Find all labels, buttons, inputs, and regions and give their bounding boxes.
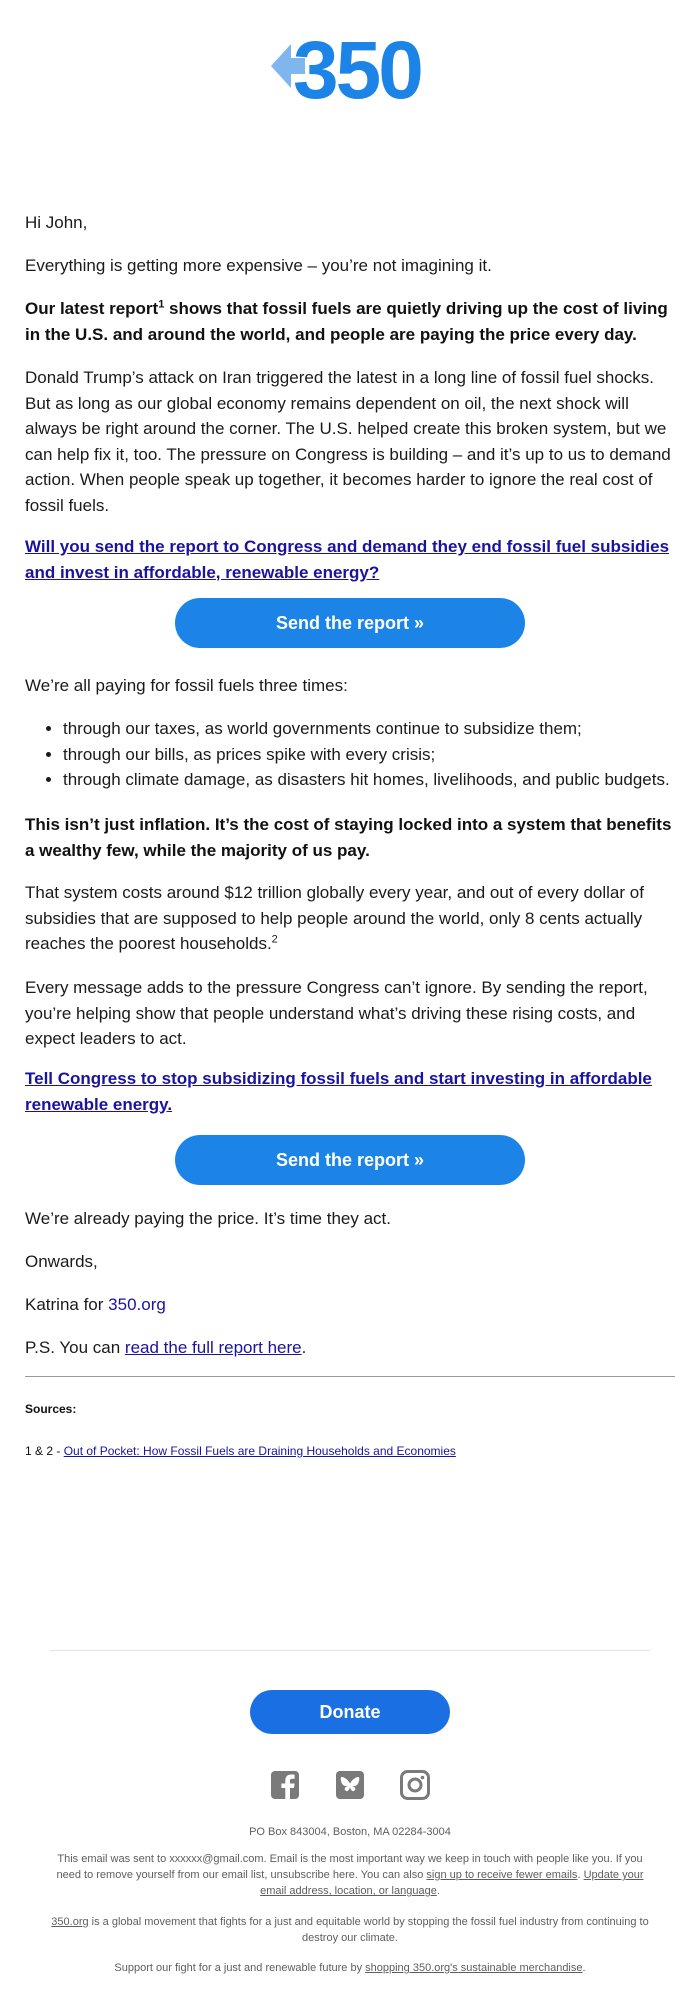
- onwards-text: Onwards,: [25, 1252, 98, 1271]
- bluesky-icon[interactable]: [335, 1770, 365, 1800]
- source-link[interactable]: Out of Pocket: How Fossil Fuels are Draining Households and Economies: [63, 1444, 456, 1458]
- bold-report-a: Our latest report: [25, 299, 159, 318]
- cta-link-1[interactable]: Will you send the report to Congress and demand they end fossil fuel subsidies and invest in affordable, renewable energy?: [25, 537, 670, 582]
- movement-desc: is a global movement that fights for a just and equitable world by stopping the fossil fuel industry from continuing to destroy our climate.: [88, 1916, 649, 1944]
- send-report-button-2[interactable]: Send the report »: [175, 1135, 525, 1185]
- cta-link-2-wrap: [25, 1066, 675, 1117]
- support-desc: Support our fight for a just and renewable future by: [114, 1962, 366, 1974]
- movement-text: [50, 1914, 650, 1946]
- instagram-icon[interactable]: [400, 1770, 430, 1800]
- ps-text: [25, 1335, 675, 1361]
- intro-text: Everything is getting more expensive – you’re not imagining it.: [25, 256, 492, 275]
- source-prefix: 1 & 2 -: [25, 1444, 64, 1458]
- support-end: .: [582, 1962, 586, 1974]
- logo-text: 350: [293, 28, 421, 104]
- bold-report-b: shows that fossil fuels are quietly driving up the cost of living in the U.S. and around the world, and people are paying the price every day.: [25, 299, 668, 344]
- cta-link-2[interactable]: Tell Congress to stop subsidizing fossil fuels and start investing in affordable renewable energy.: [25, 1069, 652, 1114]
- already-text: We’re already paying the price. It’s time they act.: [25, 1209, 391, 1228]
- ps-prefix: P.S. You can: [25, 1338, 125, 1357]
- sent-text: This email was sent to xxxxxx@gmail.com. Email is the most important way we keep in touch with people like you. If you need to remove yourself from our email list, unsubscribe here. You can also: [56, 1853, 643, 1881]
- signature: [25, 1292, 675, 1318]
- sent-end: .: [436, 1885, 440, 1897]
- greeting: Hi John,: [25, 213, 88, 232]
- fewer-emails-link[interactable]: sign up to receive fewer emails: [426, 1869, 578, 1881]
- paying-intro: We’re all paying for fossil fuels three times:: [25, 676, 348, 695]
- list-item: • through our bills, as prices spike with every crisis;: [63, 742, 700, 768]
- signature-link[interactable]: 350.org: [108, 1295, 166, 1314]
- signature-name: Katrina for: [25, 1295, 109, 1314]
- sent-mid: .: [577, 1869, 584, 1881]
- divider: [25, 1376, 675, 1377]
- list-item: • through our taxes, as world governments continue to subsidize them;: [63, 716, 700, 742]
- ps-suffix: .: [301, 1338, 307, 1357]
- system-paragraph: [25, 880, 675, 957]
- merch-link[interactable]: shopping 350.org's sustainable merchandise: [365, 1962, 583, 1974]
- ps-report-link[interactable]: read the full report here: [124, 1338, 302, 1357]
- footer-divider: [50, 1650, 650, 1651]
- sent-notice: [50, 1851, 650, 1899]
- source-line: [25, 1443, 675, 1459]
- bold-inflation-text: This isn’t just inflation. It’s the cost of staying locked into a system that benefits a wealthy few, while the majority of us pay.: [25, 815, 672, 860]
- movement-link[interactable]: 350.org: [51, 1916, 89, 1928]
- trump-paragraph: Donald Trump’s attack on Iran triggered the latest in a long line of fossil fuel shocks. But as long as our global economy remains dependent on oil, the next shock will always be right around the corner. The U.S. helped create this broken system, but we can help fix it, too. The pressure on Congress is building – and it’s up to us to demand action. When people speak up together, it becomes harder to ignore the real cost of fossil fuels.: [25, 368, 671, 515]
- update-preferences-link[interactable]: Update your email address, location, or language: [260, 1869, 644, 1897]
- footnote-2: 2: [271, 933, 278, 946]
- list-item: • through climate damage, as disasters hit homes, livelihoods, and public budgets.: [63, 767, 700, 793]
- support-text: [50, 1960, 650, 1976]
- cta-link-1-wrap: [25, 534, 675, 585]
- facebook-icon[interactable]: [270, 1770, 300, 1800]
- system-text: That system costs around $12 trillion globally every year, and out of every dollar of subsidies that are supposed to help people around the world, only 8 cents actually reaches the poorest households.: [25, 883, 644, 953]
- logo-350: [265, 28, 435, 104]
- send-report-button-1[interactable]: Send the report »: [175, 598, 525, 648]
- footnote-1: 1: [158, 298, 165, 311]
- donate-button[interactable]: Donate: [250, 1690, 450, 1734]
- sources-title: Sources:: [25, 1402, 77, 1416]
- postal-address: PO Box 843004, Boston, MA 02284-3004: [249, 1826, 451, 1838]
- bold-report-text: [25, 296, 675, 347]
- bullet-list: [25, 716, 700, 793]
- message-paragraph: Every message adds to the pressure Congress can’t ignore. By sending the report, you’re helping show that people understand what’s driving these rising costs, and expect leaders to act.: [25, 978, 648, 1048]
- brand-logo[interactable]: [0, 28, 700, 109]
